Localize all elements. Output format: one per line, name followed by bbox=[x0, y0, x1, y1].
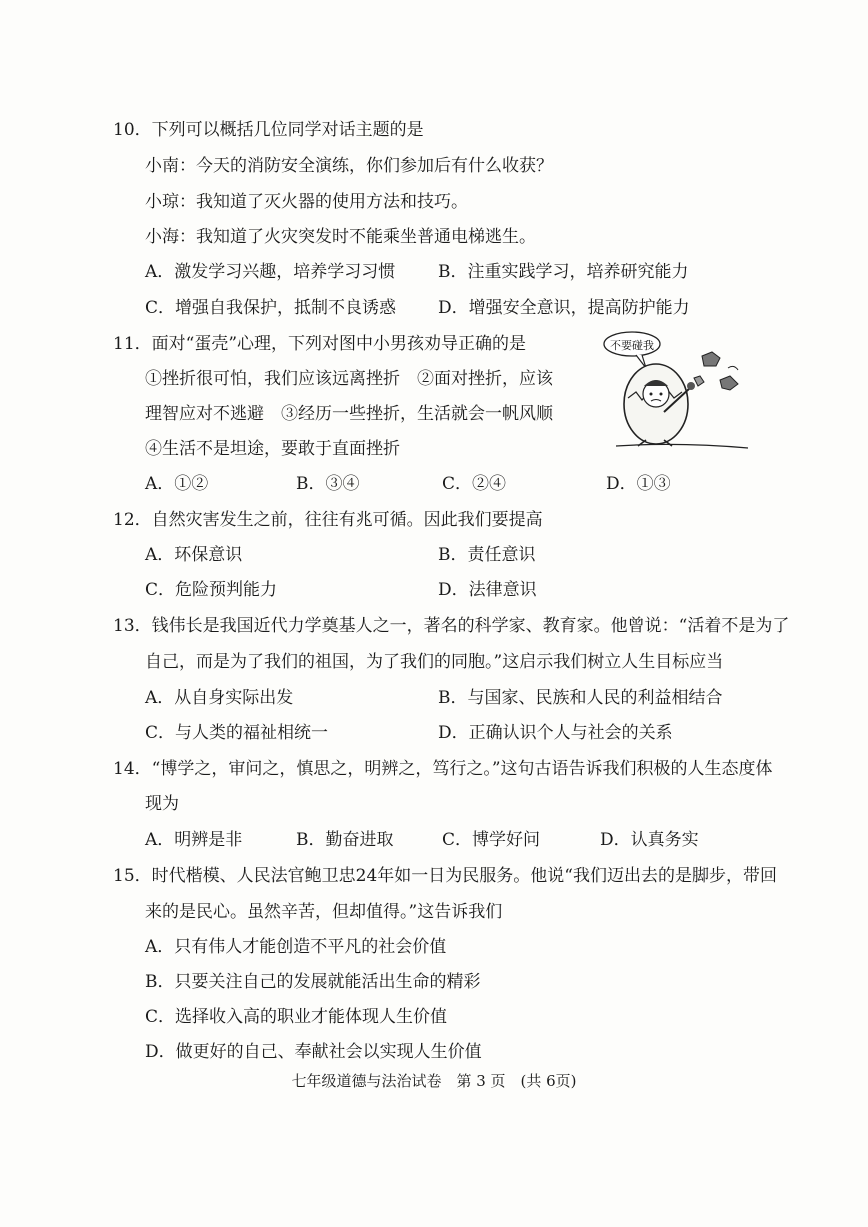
q12-option-a: A．环保意识 bbox=[145, 545, 243, 565]
q14-option-d: D．认真务实 bbox=[600, 830, 699, 850]
q12-option-d: D．法律意识 bbox=[438, 580, 537, 600]
q15-option-a: A．只有伟人才能创造不平凡的社会价值 bbox=[145, 937, 447, 957]
q14-option-a: A．明辨是非 bbox=[145, 830, 243, 850]
q14-option-b: B．勤奋进取 bbox=[296, 830, 394, 850]
q15-option-b: B．只要关注自己的发展就能活出生命的精彩 bbox=[145, 972, 481, 992]
q15-option-d: D．做更好的自己、奉献社会以实现人生价值 bbox=[145, 1042, 482, 1062]
q13-option-b: B．与国家、民族和人民的利益相结合 bbox=[438, 688, 723, 708]
q11-line-1: ①挫折很可怕，我们应该远离挫折 ②面对挫折，应该 bbox=[145, 369, 553, 389]
q10-stem: 10．下列可以概括几位同学对话主题的是 bbox=[113, 120, 424, 140]
q11-line-2: 理智应对不逃避 ③经历一些挫折，生活就会一帆风顺 bbox=[145, 404, 553, 424]
q10-dialog-2: 小琼：我知道了灭火器的使用方法和技巧。 bbox=[145, 192, 468, 212]
q11-option-b: B．③④ bbox=[296, 474, 360, 494]
q10-option-b: B．注重实践学习，培养研究能力 bbox=[438, 262, 689, 282]
q13-stem-1: 13．钱伟长是我国近代力学奠基人之一，著名的科学家、教育家。他曾说：“活着不是为了 bbox=[113, 616, 790, 636]
q13-option-c: C．与人类的福祉相统一 bbox=[145, 723, 329, 743]
page-footer: 七年级道德与法治试卷 第 3 页 (共 6页) bbox=[291, 1072, 577, 1090]
q14-stem-2: 现为 bbox=[145, 794, 179, 814]
q10-option-a: A．激发学习兴趣，培养学习习惯 bbox=[145, 262, 396, 282]
q13-stem-2: 自己，而是为了我们的祖国，为了我们的同胞。”这启示我们树立人生目标应当 bbox=[145, 652, 724, 672]
q10-dialog-3: 小海：我知道了火灾突发时不能乘坐普通电梯逃生。 bbox=[145, 227, 536, 247]
q12-option-c: C．危险预判能力 bbox=[145, 580, 278, 600]
q11-option-d: D．①③ bbox=[606, 474, 671, 494]
q12-stem: 12．自然灾害发生之前，往往有兆可循。因此我们要提高 bbox=[113, 510, 543, 530]
q13-option-a: A．从自身实际出发 bbox=[145, 688, 294, 708]
eggshell-boy-cartoon bbox=[598, 328, 758, 452]
q12-option-b: B．责任意识 bbox=[438, 545, 536, 565]
q15-stem-1: 15．时代楷模、人民法官鲍卫忠24年如一日为民服务。他说“我们迈出去的是脚步，带回 bbox=[113, 866, 777, 886]
q13-option-d: D．正确认识个人与社会的关系 bbox=[438, 723, 673, 743]
q15-option-c: C．选择收入高的职业才能体现人生价值 bbox=[145, 1007, 448, 1027]
q14-option-c: C．博学好问 bbox=[442, 830, 541, 850]
q10-option-d: D．增强安全意识，提高防护能力 bbox=[438, 298, 690, 318]
cartoon-caption: 不要碰我 bbox=[610, 339, 654, 352]
q14-stem-1: 14．“博学之，审问之，慎思之，明辨之，笃行之。”这句古语告诉我们积极的人生态度体 bbox=[113, 759, 773, 779]
q15-stem-2: 来的是民心。虽然辛苦，但却值得。”这告诉我们 bbox=[145, 902, 503, 922]
q11-line-3: ④生活不是坦途，要敢于直面挫折 bbox=[145, 439, 400, 459]
q10-dialog-1: 小南：今天的消防安全演练，你们参加后有什么收获？ bbox=[145, 156, 553, 176]
q10-option-c: C．增强自我保护，抵制不良诱惑 bbox=[145, 298, 397, 318]
q11-stem: 11．面对“蛋壳”心理，下列对图中小男孩劝导正确的是 bbox=[113, 334, 527, 354]
q11-option-a: A．①② bbox=[145, 474, 209, 494]
q11-option-c: C．②④ bbox=[442, 474, 507, 494]
